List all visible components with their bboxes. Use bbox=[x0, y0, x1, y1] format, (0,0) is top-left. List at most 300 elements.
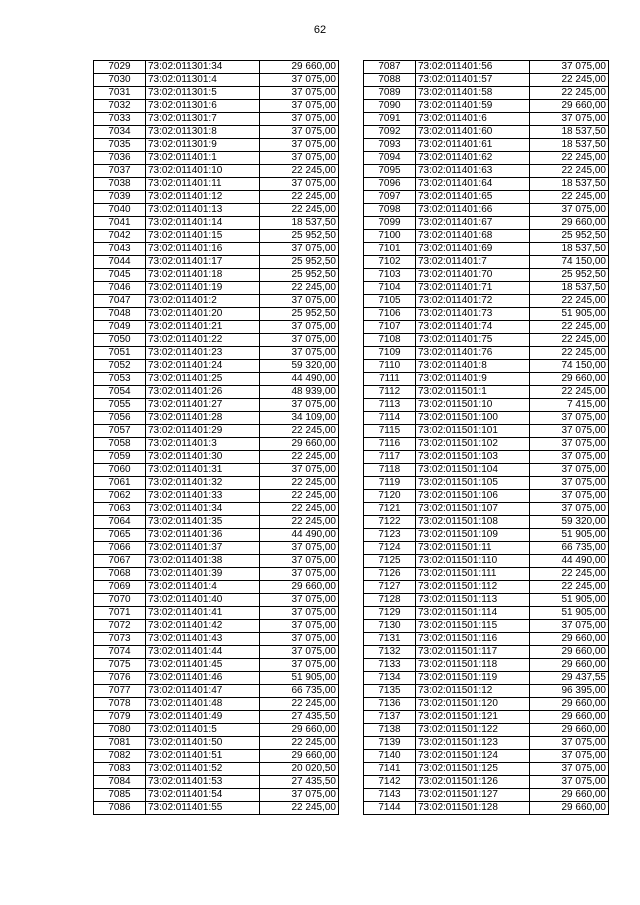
row-number-cell: 7071 bbox=[94, 607, 146, 620]
row-number-cell: 7045 bbox=[94, 269, 146, 282]
cadastral-number-cell: 73:02:011401:40 bbox=[146, 594, 260, 607]
row-number-cell: 7084 bbox=[94, 776, 146, 789]
row-number-cell: 7061 bbox=[94, 477, 146, 490]
row-number-cell: 7035 bbox=[94, 139, 146, 152]
row-number-cell: 7113 bbox=[364, 399, 416, 412]
cadastral-number-cell: 73:02:011401:2 bbox=[146, 295, 260, 308]
row-number-cell: 7109 bbox=[364, 347, 416, 360]
cadastral-number-cell: 73:02:011401:64 bbox=[416, 178, 530, 191]
table-row bbox=[364, 620, 609, 633]
amount-cell: 37 075,00 bbox=[530, 113, 609, 126]
row-number-cell: 7060 bbox=[94, 464, 146, 477]
table-row bbox=[94, 529, 339, 542]
amount-cell: 37 075,00 bbox=[530, 503, 609, 516]
row-number-cell: 7122 bbox=[364, 516, 416, 529]
row-number-cell: 7082 bbox=[94, 750, 146, 763]
row-number-cell: 7059 bbox=[94, 451, 146, 464]
cadastral-number-cell: 73:02:011501:10 bbox=[416, 399, 530, 412]
table-row bbox=[94, 516, 339, 529]
cadastral-number-cell: 73:02:011401:17 bbox=[146, 256, 260, 269]
registry-table-left bbox=[93, 60, 339, 815]
cadastral-number-cell: 73:02:011501:103 bbox=[416, 451, 530, 464]
table-row bbox=[94, 308, 339, 321]
table-row bbox=[94, 139, 339, 152]
row-number-cell: 7117 bbox=[364, 451, 416, 464]
table-row bbox=[364, 191, 609, 204]
amount-cell: 37 075,00 bbox=[530, 763, 609, 776]
cadastral-number-cell: 73:02:011401:74 bbox=[416, 321, 530, 334]
amount-cell: 74 150,00 bbox=[530, 256, 609, 269]
amount-cell: 59 320,00 bbox=[260, 360, 339, 373]
row-number-cell: 7098 bbox=[364, 204, 416, 217]
amount-cell: 22 245,00 bbox=[260, 737, 339, 750]
amount-cell: 37 075,00 bbox=[260, 607, 339, 620]
cadastral-number-cell: 73:02:011501:128 bbox=[416, 802, 530, 815]
cadastral-number-cell: 73:02:011401:65 bbox=[416, 191, 530, 204]
amount-cell: 29 660,00 bbox=[530, 711, 609, 724]
amount-cell: 22 245,00 bbox=[260, 204, 339, 217]
table-row bbox=[94, 802, 339, 815]
cadastral-number-cell: 73:02:011501:113 bbox=[416, 594, 530, 607]
amount-cell: 37 075,00 bbox=[260, 87, 339, 100]
amount-cell: 74 150,00 bbox=[530, 360, 609, 373]
table-row bbox=[94, 217, 339, 230]
table-row bbox=[94, 386, 339, 399]
amount-cell: 20 020,50 bbox=[260, 763, 339, 776]
row-number-cell: 7093 bbox=[364, 139, 416, 152]
table-row bbox=[94, 711, 339, 724]
row-number-cell: 7106 bbox=[364, 308, 416, 321]
amount-cell: 22 245,00 bbox=[530, 87, 609, 100]
amount-cell: 29 660,00 bbox=[530, 698, 609, 711]
row-number-cell: 7131 bbox=[364, 633, 416, 646]
table-row bbox=[94, 295, 339, 308]
cadastral-number-cell: 73:02:011401:51 bbox=[146, 750, 260, 763]
cadastral-number-cell: 73:02:011401:13 bbox=[146, 204, 260, 217]
cadastral-number-cell: 73:02:011401:66 bbox=[416, 204, 530, 217]
amount-cell: 22 245,00 bbox=[530, 334, 609, 347]
table-row bbox=[364, 516, 609, 529]
cadastral-number-cell: 73:02:011401:11 bbox=[146, 178, 260, 191]
row-number-cell: 7095 bbox=[364, 165, 416, 178]
cadastral-number-cell: 73:02:011401:60 bbox=[416, 126, 530, 139]
row-number-cell: 7138 bbox=[364, 724, 416, 737]
table-row bbox=[94, 126, 339, 139]
amount-cell: 37 075,00 bbox=[260, 568, 339, 581]
table-row bbox=[364, 61, 609, 74]
table-row bbox=[364, 659, 609, 672]
row-number-cell: 7139 bbox=[364, 737, 416, 750]
cadastral-number-cell: 73:02:011301:8 bbox=[146, 126, 260, 139]
cadastral-number-cell: 73:02:011501:111 bbox=[416, 568, 530, 581]
amount-cell: 37 075,00 bbox=[530, 464, 609, 477]
table-row bbox=[364, 360, 609, 373]
amount-cell: 37 075,00 bbox=[530, 61, 609, 74]
table-row bbox=[364, 594, 609, 607]
table-row bbox=[364, 737, 609, 750]
cadastral-number-cell: 73:02:011501:108 bbox=[416, 516, 530, 529]
table-row bbox=[364, 490, 609, 503]
amount-cell: 51 905,00 bbox=[530, 308, 609, 321]
amount-cell: 25 952,50 bbox=[260, 230, 339, 243]
cadastral-number-cell: 73:02:011401:30 bbox=[146, 451, 260, 464]
cadastral-number-cell: 73:02:011501:104 bbox=[416, 464, 530, 477]
row-number-cell: 7044 bbox=[94, 256, 146, 269]
row-number-cell: 7072 bbox=[94, 620, 146, 633]
table-row bbox=[364, 425, 609, 438]
cadastral-number-cell: 73:02:011401:68 bbox=[416, 230, 530, 243]
table-row bbox=[94, 334, 339, 347]
table-row bbox=[364, 750, 609, 763]
cadastral-number-cell: 73:02:011401:59 bbox=[416, 100, 530, 113]
row-number-cell: 7111 bbox=[364, 373, 416, 386]
table-row bbox=[94, 321, 339, 334]
row-number-cell: 7066 bbox=[94, 542, 146, 555]
cadastral-number-cell: 73:02:011501:105 bbox=[416, 477, 530, 490]
table-row bbox=[364, 698, 609, 711]
table-row bbox=[94, 464, 339, 477]
table-row bbox=[94, 399, 339, 412]
table-row bbox=[94, 243, 339, 256]
amount-cell: 37 075,00 bbox=[260, 139, 339, 152]
table-row bbox=[94, 347, 339, 360]
amount-cell: 29 660,00 bbox=[530, 724, 609, 737]
cadastral-number-cell: 73:02:011401:71 bbox=[416, 282, 530, 295]
table-row bbox=[94, 607, 339, 620]
table-row bbox=[364, 243, 609, 256]
row-number-cell: 7102 bbox=[364, 256, 416, 269]
row-number-cell: 7100 bbox=[364, 230, 416, 243]
amount-cell: 37 075,00 bbox=[260, 243, 339, 256]
row-number-cell: 7041 bbox=[94, 217, 146, 230]
row-number-cell: 7099 bbox=[364, 217, 416, 230]
row-number-cell: 7097 bbox=[364, 191, 416, 204]
amount-cell: 22 245,00 bbox=[530, 74, 609, 87]
row-number-cell: 7079 bbox=[94, 711, 146, 724]
amount-cell: 37 075,00 bbox=[260, 789, 339, 802]
cadastral-number-cell: 73:02:011401:33 bbox=[146, 490, 260, 503]
amount-cell: 22 245,00 bbox=[260, 477, 339, 490]
row-number-cell: 7120 bbox=[364, 490, 416, 503]
cadastral-number-cell: 73:02:011401:1 bbox=[146, 152, 260, 165]
amount-cell: 48 939,00 bbox=[260, 386, 339, 399]
table-row bbox=[94, 776, 339, 789]
row-number-cell: 7142 bbox=[364, 776, 416, 789]
row-number-cell: 7123 bbox=[364, 529, 416, 542]
cadastral-number-cell: 73:02:011401:49 bbox=[146, 711, 260, 724]
table-row bbox=[364, 464, 609, 477]
cadastral-number-cell: 73:02:011401:57 bbox=[416, 74, 530, 87]
cadastral-number-cell: 73:02:011401:67 bbox=[416, 217, 530, 230]
row-number-cell: 7133 bbox=[364, 659, 416, 672]
table-row bbox=[94, 490, 339, 503]
row-number-cell: 7039 bbox=[94, 191, 146, 204]
amount-cell: 29 660,00 bbox=[260, 61, 339, 74]
table-row bbox=[94, 503, 339, 516]
amount-cell: 29 660,00 bbox=[260, 438, 339, 451]
cadastral-number-cell: 73:02:011401:21 bbox=[146, 321, 260, 334]
table-row bbox=[94, 685, 339, 698]
row-number-cell: 7075 bbox=[94, 659, 146, 672]
cadastral-number-cell: 73:02:011401:31 bbox=[146, 464, 260, 477]
cadastral-number-cell: 73:02:011501:116 bbox=[416, 633, 530, 646]
table-row bbox=[364, 152, 609, 165]
table-row bbox=[364, 477, 609, 490]
cadastral-number-cell: 73:02:011401:50 bbox=[146, 737, 260, 750]
table-row bbox=[94, 152, 339, 165]
table-row bbox=[364, 581, 609, 594]
table-row bbox=[94, 360, 339, 373]
amount-cell: 66 735,00 bbox=[530, 542, 609, 555]
cadastral-number-cell: 73:02:011401:39 bbox=[146, 568, 260, 581]
table-row bbox=[364, 386, 609, 399]
table-row bbox=[364, 282, 609, 295]
cadastral-number-cell: 73:02:011401:25 bbox=[146, 373, 260, 386]
amount-cell: 27 435,50 bbox=[260, 711, 339, 724]
table-row bbox=[364, 165, 609, 178]
cadastral-number-cell: 73:02:011401:26 bbox=[146, 386, 260, 399]
cadastral-number-cell: 73:02:011401:70 bbox=[416, 269, 530, 282]
row-number-cell: 7136 bbox=[364, 698, 416, 711]
cadastral-number-cell: 73:02:011401:44 bbox=[146, 646, 260, 659]
row-number-cell: 7137 bbox=[364, 711, 416, 724]
cadastral-number-cell: 73:02:011501:123 bbox=[416, 737, 530, 750]
cadastral-number-cell: 73:02:011401:38 bbox=[146, 555, 260, 568]
amount-cell: 37 075,00 bbox=[260, 100, 339, 113]
row-number-cell: 7040 bbox=[94, 204, 146, 217]
row-number-cell: 7070 bbox=[94, 594, 146, 607]
table-row bbox=[364, 568, 609, 581]
amount-cell: 51 905,00 bbox=[260, 672, 339, 685]
cadastral-number-cell: 73:02:011501:12 bbox=[416, 685, 530, 698]
row-number-cell: 7073 bbox=[94, 633, 146, 646]
row-number-cell: 7078 bbox=[94, 698, 146, 711]
cadastral-number-cell: 73:02:011401:53 bbox=[146, 776, 260, 789]
table-row bbox=[364, 607, 609, 620]
cadastral-number-cell: 73:02:011501:106 bbox=[416, 490, 530, 503]
amount-cell: 29 660,00 bbox=[260, 750, 339, 763]
amount-cell: 18 537,50 bbox=[260, 217, 339, 230]
cadastral-number-cell: 73:02:011501:114 bbox=[416, 607, 530, 620]
cadastral-number-cell: 73:02:011401:12 bbox=[146, 191, 260, 204]
table-row bbox=[94, 165, 339, 178]
table-row bbox=[364, 126, 609, 139]
row-number-cell: 7053 bbox=[94, 373, 146, 386]
cadastral-number-cell: 73:02:011401:16 bbox=[146, 243, 260, 256]
table-row bbox=[364, 633, 609, 646]
cadastral-number-cell: 73:02:011401:36 bbox=[146, 529, 260, 542]
amount-cell: 37 075,00 bbox=[260, 620, 339, 633]
row-number-cell: 7140 bbox=[364, 750, 416, 763]
table-row bbox=[94, 451, 339, 464]
table-row bbox=[364, 672, 609, 685]
table-row bbox=[364, 113, 609, 126]
amount-cell: 29 660,00 bbox=[530, 802, 609, 815]
amount-cell: 37 075,00 bbox=[260, 555, 339, 568]
row-number-cell: 7141 bbox=[364, 763, 416, 776]
row-number-cell: 7132 bbox=[364, 646, 416, 659]
row-number-cell: 7050 bbox=[94, 334, 146, 347]
table-row bbox=[364, 204, 609, 217]
amount-cell: 37 075,00 bbox=[530, 737, 609, 750]
table-row bbox=[94, 425, 339, 438]
amount-cell: 25 952,50 bbox=[260, 308, 339, 321]
row-number-cell: 7144 bbox=[364, 802, 416, 815]
amount-cell: 29 437,55 bbox=[530, 672, 609, 685]
amount-cell: 34 109,00 bbox=[260, 412, 339, 425]
row-number-cell: 7089 bbox=[364, 87, 416, 100]
table-row bbox=[364, 503, 609, 516]
cadastral-number-cell: 73:02:011301:6 bbox=[146, 100, 260, 113]
row-number-cell: 7081 bbox=[94, 737, 146, 750]
row-number-cell: 7033 bbox=[94, 113, 146, 126]
table-row bbox=[364, 724, 609, 737]
row-number-cell: 7091 bbox=[364, 113, 416, 126]
row-number-cell: 7029 bbox=[94, 61, 146, 74]
table-row bbox=[94, 256, 339, 269]
table-row bbox=[364, 789, 609, 802]
cadastral-number-cell: 73:02:011501:112 bbox=[416, 581, 530, 594]
table-row bbox=[94, 659, 339, 672]
row-number-cell: 7104 bbox=[364, 282, 416, 295]
row-number-cell: 7074 bbox=[94, 646, 146, 659]
row-number-cell: 7032 bbox=[94, 100, 146, 113]
cadastral-number-cell: 73:02:011401:10 bbox=[146, 165, 260, 178]
row-number-cell: 7128 bbox=[364, 594, 416, 607]
amount-cell: 22 245,00 bbox=[260, 282, 339, 295]
row-number-cell: 7064 bbox=[94, 516, 146, 529]
amount-cell: 37 075,00 bbox=[260, 464, 339, 477]
table-row bbox=[94, 87, 339, 100]
amount-cell: 22 245,00 bbox=[530, 295, 609, 308]
amount-cell: 37 075,00 bbox=[260, 321, 339, 334]
table-row bbox=[94, 542, 339, 555]
row-number-cell: 7047 bbox=[94, 295, 146, 308]
registry-table-right bbox=[363, 60, 609, 815]
amount-cell: 51 905,00 bbox=[530, 529, 609, 542]
row-number-cell: 7101 bbox=[364, 243, 416, 256]
amount-cell: 37 075,00 bbox=[260, 74, 339, 87]
row-number-cell: 7080 bbox=[94, 724, 146, 737]
cadastral-number-cell: 73:02:011401:7 bbox=[416, 256, 530, 269]
cadastral-number-cell: 73:02:011501:125 bbox=[416, 763, 530, 776]
cadastral-number-cell: 73:02:011401:22 bbox=[146, 334, 260, 347]
amount-cell: 37 075,00 bbox=[530, 438, 609, 451]
table-row bbox=[364, 776, 609, 789]
amount-cell: 37 075,00 bbox=[260, 633, 339, 646]
row-number-cell: 7077 bbox=[94, 685, 146, 698]
row-number-cell: 7116 bbox=[364, 438, 416, 451]
table-row bbox=[364, 711, 609, 724]
table-row bbox=[364, 87, 609, 100]
cadastral-number-cell: 73:02:011401:69 bbox=[416, 243, 530, 256]
table-row bbox=[94, 412, 339, 425]
amount-cell: 22 245,00 bbox=[530, 191, 609, 204]
table-row bbox=[364, 685, 609, 698]
amount-cell: 22 245,00 bbox=[530, 568, 609, 581]
table-row bbox=[364, 230, 609, 243]
cadastral-number-cell: 73:02:011401:37 bbox=[146, 542, 260, 555]
table-row bbox=[364, 438, 609, 451]
table-row bbox=[364, 373, 609, 386]
amount-cell: 25 952,50 bbox=[530, 230, 609, 243]
row-number-cell: 7049 bbox=[94, 321, 146, 334]
row-number-cell: 7069 bbox=[94, 581, 146, 594]
row-number-cell: 7063 bbox=[94, 503, 146, 516]
amount-cell: 22 245,00 bbox=[530, 386, 609, 399]
amount-cell: 29 660,00 bbox=[530, 659, 609, 672]
amount-cell: 37 075,00 bbox=[530, 451, 609, 464]
table-row bbox=[94, 100, 339, 113]
table-row bbox=[94, 373, 339, 386]
row-number-cell: 7052 bbox=[94, 360, 146, 373]
row-number-cell: 7076 bbox=[94, 672, 146, 685]
amount-cell: 29 660,00 bbox=[530, 100, 609, 113]
cadastral-number-cell: 73:02:011401:54 bbox=[146, 789, 260, 802]
table-row bbox=[364, 451, 609, 464]
cadastral-number-cell: 73:02:011401:8 bbox=[416, 360, 530, 373]
amount-cell: 37 075,00 bbox=[260, 347, 339, 360]
table-row bbox=[94, 282, 339, 295]
table-row bbox=[94, 698, 339, 711]
table-row bbox=[94, 477, 339, 490]
cadastral-number-cell: 73:02:011501:11 bbox=[416, 542, 530, 555]
amount-cell: 22 245,00 bbox=[530, 165, 609, 178]
table-row bbox=[94, 672, 339, 685]
amount-cell: 22 245,00 bbox=[260, 451, 339, 464]
cadastral-number-cell: 73:02:011401:32 bbox=[146, 477, 260, 490]
table-row bbox=[94, 763, 339, 776]
cadastral-number-cell: 73:02:011501:126 bbox=[416, 776, 530, 789]
amount-cell: 18 537,50 bbox=[530, 126, 609, 139]
table-row bbox=[364, 178, 609, 191]
cadastral-number-cell: 73:02:011401:63 bbox=[416, 165, 530, 178]
amount-cell: 37 075,00 bbox=[260, 399, 339, 412]
amount-cell: 22 245,00 bbox=[530, 347, 609, 360]
cadastral-number-cell: 73:02:011401:3 bbox=[146, 438, 260, 451]
cadastral-number-cell: 73:02:011401:24 bbox=[146, 360, 260, 373]
cadastral-number-cell: 73:02:011401:15 bbox=[146, 230, 260, 243]
table-row bbox=[94, 113, 339, 126]
cadastral-number-cell: 73:02:011501:119 bbox=[416, 672, 530, 685]
amount-cell: 18 537,50 bbox=[530, 139, 609, 152]
amount-cell: 22 245,00 bbox=[260, 425, 339, 438]
row-number-cell: 7130 bbox=[364, 620, 416, 633]
row-number-cell: 7112 bbox=[364, 386, 416, 399]
table-row bbox=[364, 555, 609, 568]
amount-cell: 37 075,00 bbox=[260, 594, 339, 607]
row-number-cell: 7094 bbox=[364, 152, 416, 165]
amount-cell: 51 905,00 bbox=[530, 607, 609, 620]
amount-cell: 18 537,50 bbox=[530, 178, 609, 191]
row-number-cell: 7034 bbox=[94, 126, 146, 139]
cadastral-number-cell: 73:02:011401:45 bbox=[146, 659, 260, 672]
amount-cell: 29 660,00 bbox=[530, 373, 609, 386]
amount-cell: 37 075,00 bbox=[530, 477, 609, 490]
row-number-cell: 7051 bbox=[94, 347, 146, 360]
amount-cell: 37 075,00 bbox=[260, 542, 339, 555]
amount-cell: 22 245,00 bbox=[530, 581, 609, 594]
cadastral-number-cell: 73:02:011401:48 bbox=[146, 698, 260, 711]
cadastral-number-cell: 73:02:011401:35 bbox=[146, 516, 260, 529]
row-number-cell: 7121 bbox=[364, 503, 416, 516]
amount-cell: 37 075,00 bbox=[530, 776, 609, 789]
table-row bbox=[94, 438, 339, 451]
cadastral-number-cell: 73:02:011401:18 bbox=[146, 269, 260, 282]
row-number-cell: 7134 bbox=[364, 672, 416, 685]
cadastral-number-cell: 73:02:011501:109 bbox=[416, 529, 530, 542]
amount-cell: 44 490,00 bbox=[260, 529, 339, 542]
